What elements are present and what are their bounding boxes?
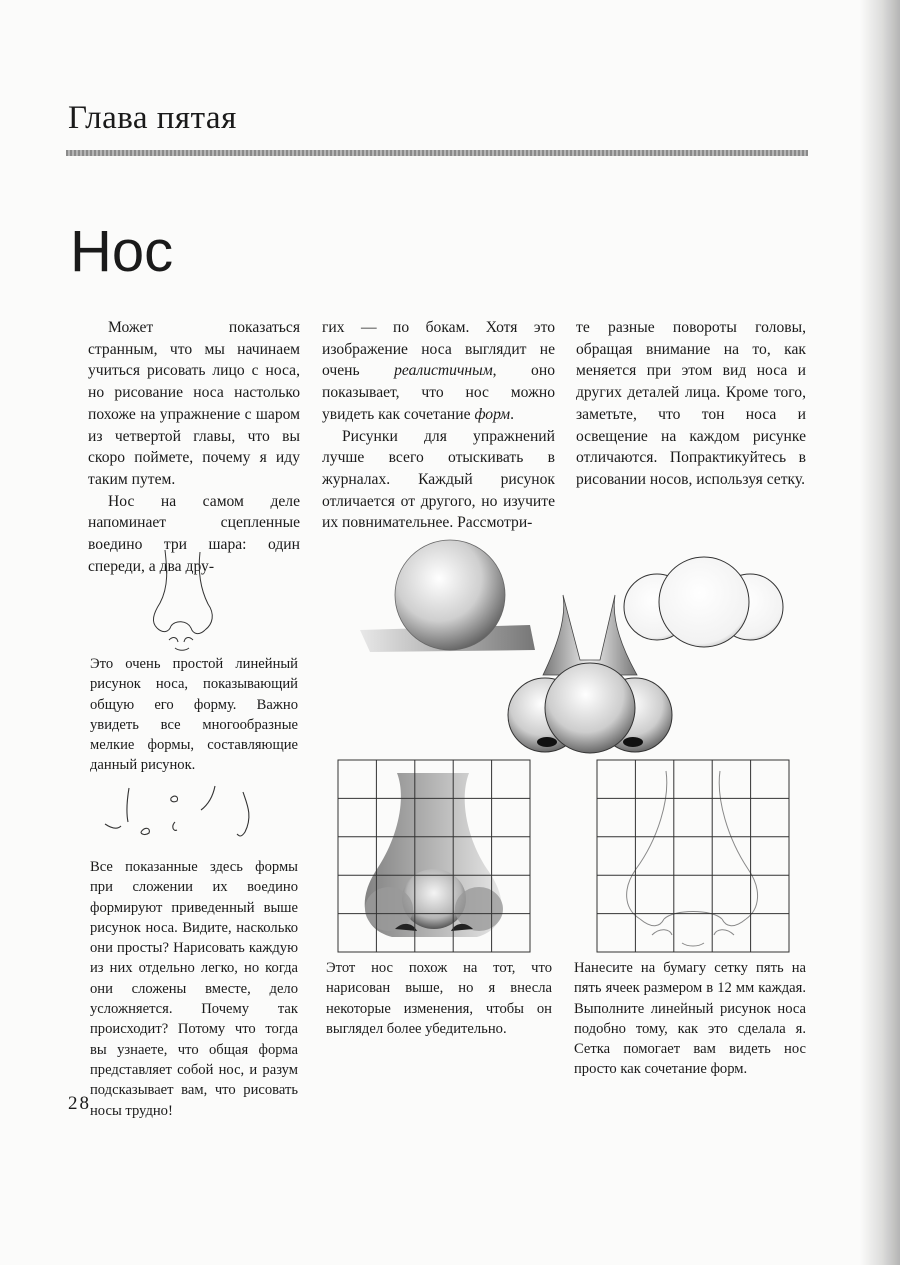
page-fold-shadow bbox=[860, 0, 900, 1265]
page-number: 28 bbox=[68, 1093, 91, 1114]
caption-line-drawing: Это очень простой линейный рисунок носа, показывающий общую его форму. Важно увидеть все многообразные мелкие формы, составляющие данный рисунок. bbox=[90, 656, 298, 774]
column-3 bbox=[576, 317, 806, 491]
caption-grid-shaded: Этот нос похож на тот, что нарисован выше, но я внесла некоторые изменения, чтобы он выглядел более убедительно. bbox=[326, 960, 552, 1037]
column-1-paragraph: Может показаться странным, что мы начинаем учиться рисовать лицо с носа, но рисование носа настолько похоже на упражнение с шаром из четвертой главы, что вы скоро поймете, почему я иду таким путем. bbox=[88, 319, 300, 488]
column-2-paragraph: Рисунки для упражнений лучше всего отыскивать в журналах. Каждый рисунок отличается от другого, но изучите их повнимательнее. Рассмотри- bbox=[322, 427, 555, 532]
grid-line-nose bbox=[596, 759, 790, 953]
emphasis-text: реалистичным bbox=[394, 362, 493, 380]
column-2 bbox=[322, 317, 555, 534]
text-run: , оно показывает, что нос можно увидеть как сочетание bbox=[322, 362, 555, 423]
sphere-nose-drawing bbox=[505, 590, 675, 765]
nose-shapes-drawing bbox=[95, 778, 265, 848]
column-1 bbox=[88, 317, 300, 577]
text-run: . bbox=[510, 405, 514, 423]
column-3-paragraph: те разные повороты головы, обращая внимание на то, как меняется при этом вид носа и других деталей лица. Кроме того, заметьте, что тон носа и освещение на каждом рисунке отличаются. Попрактикуйтесь в рисовании носов, используя сетку. bbox=[576, 319, 806, 488]
page-title: Нос bbox=[70, 219, 174, 284]
emphasis-text: форм bbox=[474, 405, 511, 423]
column-2-paragraph bbox=[322, 317, 555, 426]
chapter-label: Глава пятая bbox=[68, 100, 237, 136]
caption-grid-line: Нанесите на бумагу сетку пять на пять ячеек размером в 12 мм каждая. Выполните линейный рисунок носа подобно тому, как это сделала я. Сетка помогает вам видеть нос просто как сочетание форм. bbox=[574, 960, 806, 1078]
column-1-paragraph: Нос на самом деле напоминает сцепленные воедино три шара: один спереди, а два дру- bbox=[88, 492, 300, 575]
grid-shaded-nose bbox=[337, 759, 531, 953]
chapter-rule bbox=[66, 150, 808, 156]
caption-shapes: Все показанные здесь формы при сложении их воедино формируют приведенный выше рисунок носа. Видите, насколько они просты? Нарисовать каждую из них отдельно легко, но когда они сложены вместе, дело усложняется. Почему так происходит? Потому что тогда вы узнаете, что общая форма представляет собой нос, и разум подсказывает вам, что рисовать носы трудно! bbox=[90, 859, 298, 1119]
text-run: гих — по бокам. Хотя это изображение носа выглядит не очень bbox=[322, 319, 555, 380]
nose-line-drawing bbox=[145, 548, 225, 653]
